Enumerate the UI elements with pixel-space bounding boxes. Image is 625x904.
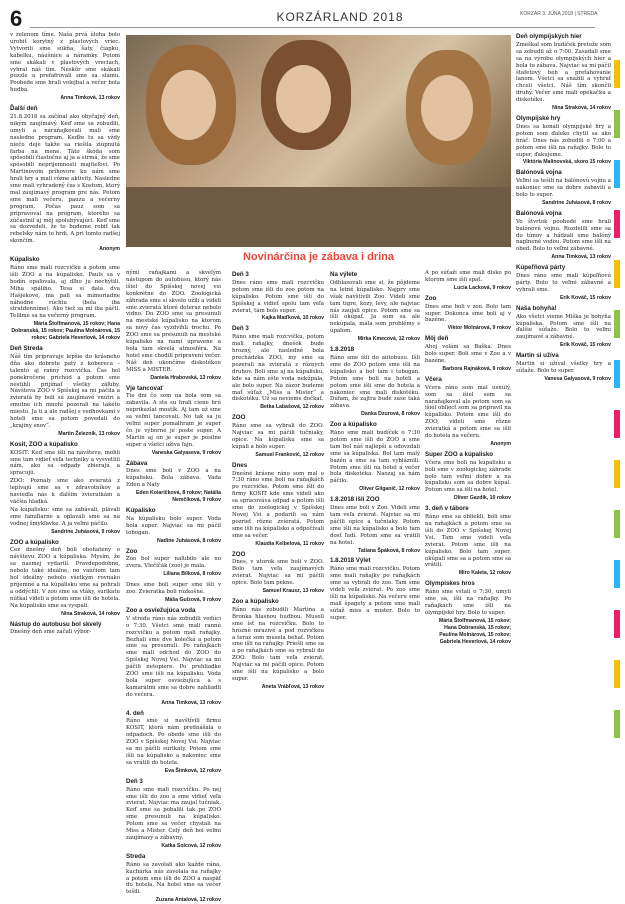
color-bar-green — [614, 510, 620, 538]
article-headline: Ďalší deň — [10, 105, 38, 113]
author-byline: Tatiana Špáková, 8 rokov — [358, 547, 420, 554]
article-text: Martin si užíval všetky hry a súťaže. Bolo to super. — [516, 361, 611, 374]
article-text: v zelenom tíme. Naša prvá úloha bolo urobiť korytný z plastových vriec. Vytvorili sme sukňa, šaty, čiapku, kabelku, náušnice a náramky. Potom sme skákali v plastových vreciach, vyhral náš tím. Neskôr sme skákali puzzle a prefafrovali sme sa slamu. Poobede sme hrali volejbal a večer bola hudba. — [10, 32, 120, 94]
article-text: Ráno sme mali budíček o 7:30 potom sme išli do ZOO a sme tam bol náš najlepší a odovzdali sme sa kúpaliska. Bol tam malý bazén a sme sa tam vybláznili. Potom sme išli na hotel a večer bola diskotéka. Naozaj sa nám páčilo. — [330, 430, 420, 485]
author-byline: Barbora Rajnáková, 9 rokov — [442, 365, 511, 372]
author-byline: Viktor Molnárová, 9 rokov — [447, 325, 511, 332]
article-text: Dnes sa konali olympijské hry a potom som ďaleko chytil sa ako hráč. Dnes nás zobudili o 7:00 a potom sme išli na raňajky. Bolo to super, ďakujeme. — [516, 123, 611, 158]
article-text: Cez dnešný deň boli obohatený o návštevu ZOO a kúpaliska. Mysím, že sa nasmej vydarilí. Pravdepodobne, nebolo také ideálne, no vaúčiom tam bol ideálny nebolo všetkým rovnako príjemné a na kúpalisku sme sa pohrali a oddýchli. V zoo sme sa vtáky, surikatu nútkal videli a potom sme išli do hotela. Na kúpalisku sme sa vyspali. — [10, 547, 120, 609]
author-byline: Nadine Juhásová, 8 rokov — [156, 537, 221, 544]
color-bar-yellow — [614, 60, 620, 88]
author-byline: Zuzana Antalová, 12 rokov — [155, 897, 221, 904]
article-headline: Môj deň — [425, 335, 449, 343]
article-text: Ahoj volám sa Baška. Dnes bolo super. Boli sme v Zoo a v bazéne. — [425, 344, 511, 364]
author-byline: Mária Štolfmanová, 15 rokov; Hana Dobranská, 15 rokov; Paulína Molnárová, 15 rokov; Gabriela Heverlová, 14 rokov — [11, 321, 120, 342]
author-byline: Vanesa Galyasová, 9 rokov — [544, 375, 611, 382]
article-headline: Kúpalisko — [126, 507, 156, 514]
author-byline: Anna Tímková, 13 rokov — [60, 95, 120, 102]
article-headline: Olympiskes hros — [425, 580, 475, 588]
article-text: Dnes sme boli super sme išli v zoo. Zvieratka boli rozkošné. — [126, 582, 221, 596]
article-text: Na kúpalisku: sme sa zabávali, plávali sme famiľiarne a oplavali sme sa na vodnej šmykľavke. A ja veľmi páčilo. — [10, 506, 120, 527]
article-text: Vo štvrtok poobede sme hrali balónovú vojnu. Rozdelili sme sa do tímov a hádzali sme balóny naplnené vodou. Potom sme išli na obed. Bolo to veľmi zábavné. — [516, 218, 611, 253]
article-text: Odhlasovali sme si, že pôjdeme na letné kúpalisko. Najprv sme však navštívili Zoo. Videli sme tam tigre, kozy, levy, ale najviac nás zaujali opice. Potom sme sa išli okúpať. Ja som sa ale nekúpala, mala som problémy s úpalom. — [330, 279, 420, 335]
article-text: Dnešné krásne ráno som mal o 7:30 ráno sme boli na raňajkách po rozcvičke. Potom sme išli do firmy KOSIT kde sme videli ako sa spracováva odpad a potom išli sme do zoologickej v Spišskej Novej Vsi a podarili sa nám pozrieť rôzne zvieratá. Potom sme išli na kúpalisko a odpočívali sme sa večer. — [232, 470, 324, 539]
article-headline: Kosit, ZOO a kúpalisko — [10, 440, 78, 448]
author-byline: Klaudia Kelbelová, 11 rokov — [255, 540, 324, 547]
article-headline: 1.8.2018 — [330, 346, 355, 354]
article-headline: ZOO — [232, 550, 246, 558]
article-text: Ráno sme mali rozcvičku a potom sme išli ZOO a na kúpalisko. Pauls sa v bodín opaľovala, aj dlho ju nechýtili. Miha spáliho. Tesa si dala dva Hašjekove, ma pali sa mimoriadne náhodne rúchiu (bola iba stratdenníme). Ako tiež sa mi iba páčil. Telilme sa na večerný program. — [10, 265, 120, 320]
article-headline: Kúpeľňová párty — [516, 264, 566, 272]
article-text: Zoo bol super naľubilo ale no zvera. Vlečičák (zoo) je mala. — [126, 556, 221, 570]
article-text: Ráno sa zavolali ako každé rána, kuchárka nás zavolala na raňajky a potom sme išli do ZOO a naspäť do hotela. Na hotel sme sa večer tešili. — [126, 861, 221, 896]
author-byline: Oliver Gazdík, 10 rokov — [453, 495, 511, 502]
article-text: Dnes sme boli v Zoo. Videli sme tam veľa zvierat. Najviac sa mi páčili opice a tučniaky. Potom sme išli na kúpalisko a bolo tam dosť ľudí. Potom sme sa vrátili na hotel. — [330, 505, 420, 546]
article-text: Včera ráno som mal usnulý, som sa išiel som sa naraňajkoval ale potom som sa išiel obliecť som sa pripravil na kúpalisko. Potom sme išli do ZOO, videli sme rôzne zvieratká a potom sme sa išli do hotela na večeru. — [425, 384, 511, 440]
article-headline: Nástup do autobusu bol skvelý — [10, 620, 102, 628]
article-headline: Kúpalisko — [10, 256, 40, 264]
author-byline: Samuel Krausz, 13 rokov — [262, 588, 324, 595]
author-byline: Nina Straková, 14 rokov — [61, 610, 120, 617]
article-text: nými raňajkami a skvelým nástupom do autobusu, ktorý nás išiel do Spišskej novej vsi konkrétne do ZOO. Zoologická záhrada sme si skvelo užili a videli sme zvieratá ktoré doteraz nebolo vidno. Do ZOO sme sa presunuli na mestské kúpalisko na ktorom sa nový čas vyzdvihli trochu. Po ZOO sme sa presunuli na mestské kúpalisko na nami upravene a bola tam skvelá atmosféra. Na hotel sme chodili pripravení večer. Náš deň ukončíme diskotékou MISS a MISTER. — [126, 270, 221, 373]
article-text: Včera sme boli na kúpalisku a boli sme v zoologickej záhrade bolo tam veľmi dobre a na kúpalisku som sa dobre kúpal. Potom sme sa išli na hotel. — [425, 459, 511, 494]
article-headline: Včera — [425, 375, 442, 383]
article-text: ZOO: Poznaly sme ako zvieratá z lepívajú sme sa v zdravotníkov a naviedla nás k ďalšim zvieratkám a väčšia hladká. — [10, 478, 120, 505]
color-bar-yellow — [614, 460, 620, 488]
color-bars — [614, 60, 620, 760]
author-byline: Anonym — [99, 246, 120, 253]
article-headline: Olympijské hry — [516, 114, 561, 122]
article-text: Dnes sme boli v zoo. Bolo tam super. Dokonca sme boli aj v bazéne. — [425, 303, 511, 324]
article-text: Ráno sme si navštívili firmu KOSIT, ktorá nám prednášala o odpadoch. Po obede sme išli do ZOO v Spišskej Novej Vsi. Najviac sa mi páčili surikaty. Potom sme išli na kúpalisko a nakoniec sme sa vrátili do hotela. — [126, 718, 221, 766]
article-text: Ráno nás zobudili Martina a Bronka hlasnou hudbou. Museli sme ísť na rozcvičku. Bolo to hrozné mrazivé a pod rozvičkou a teraz som musela behať. Potom sme išli na raňajky. Priešli sme sa a po raňajkách sme sa vybrali do ZOO. Bolo tam veľa zvierat. Najviac sa mi páčili opice. Potom sme išli na kúpalisko a bolo super. — [232, 606, 324, 682]
author-byline: Liliana Bílková, 8 rokov — [163, 571, 221, 578]
article-text: Ráno sme sa obliekli, boli sme na raňajkách a potom sme sa išli do ZOO v Spišskej Novej Vsi. Tam sme videli veľa zvierat. Potom sme išli na kúpalisko. Bolo tam super, okúpali sme sa a potom sme sa vrátili. — [425, 514, 511, 569]
article-headline: Deň 3 — [232, 271, 249, 278]
article-headline: ZOO — [232, 414, 246, 422]
column-2 — [126, 270, 221, 904]
article-headline: Balónová vojna — [516, 169, 562, 177]
article-headline: Zoo — [126, 547, 138, 555]
article-headline: Zoo a kúpalisko — [232, 597, 279, 605]
article-headline: Vje tancovať — [126, 384, 164, 392]
article-headline: Zábava — [126, 459, 148, 467]
article-text: KOSIT: Keď sme išli na návštevu, mohli sme tam vidieť veľa techniky a vysvetlili nám, ako sa odpady zbierajú a spracujú. — [10, 449, 120, 477]
article-headline: Streda — [126, 852, 146, 860]
article-text: Ráno sme sa vybrali do ZOO. Najviac sa mi páčili tučniaky, opice. Na kúpalisku sme sa kúpali a bolo super. — [232, 423, 324, 450]
author-byline: Erik Kováč, 15 rokov — [559, 342, 611, 349]
article-headline: 1.8.2018 išli ZOO — [330, 496, 380, 504]
author-byline: Danka Dzurová, 8 rokov — [361, 411, 420, 418]
article-headline: Martin si užíva — [516, 352, 559, 360]
column-5 — [425, 270, 511, 862]
author-byline: Lucia Lacková, 9 rokov — [453, 284, 511, 291]
article-text: Dnes ráno sme mali kúpeľňovú párty. Bolo to veľmi zábavné a vyhrali sme. — [516, 273, 611, 293]
article-headline: Na výlete — [330, 271, 358, 278]
article-text: Ráno sme išli do autobusu. Išli sme do ZOO potom sme išli na kúpalisko a bol tam i tobogan. Potom sme boli na hoteli a potom sme išli sme do hotela a nakoniec sme mali diskotéku. Dúfam, že zajtra bude zase taká zábava. — [330, 354, 420, 410]
column-3 — [232, 270, 324, 862]
header-rule — [30, 27, 595, 28]
page-number: 6 — [10, 6, 23, 31]
article-text: Dnes ráno sme mali rozcvičku potom sme išli do zoo potom na kúpalisko. Potom sme išli do Spišskej a vidieť spolu tam veľa zvierat, tam bolo super. — [232, 279, 324, 314]
article-text: Tie dni čo som na bola som sa zabavila. A ste su hrali ciene hrú nepríkazlat mostík. Aj tam už sme sa veľmi tancovali. No tak sa ju veľmi super pomalhram je super čo je výborné je poste super. A Martin aj on je super je posilne super a všetci uživa fajn. — [126, 393, 221, 448]
author-byline: Oliver Gilganič, 12 rokov — [359, 486, 420, 493]
article-headline: 3. deň v tábore — [425, 505, 469, 513]
author-byline: Sandrine Juhásová, 9 rokov — [51, 528, 120, 535]
article-text: Na kúpalisku bolo super. Voda bola super. Najviac sa mi páčil tobogan. — [126, 515, 221, 536]
column-1 — [10, 32, 120, 862]
article-headline: Deň 3 — [126, 777, 143, 785]
article-text: Dnes sme boli v ZOO a na kúpalisku. Bola zábava. Vada Eden a Naty — [126, 468, 221, 489]
color-bar-magenta — [614, 610, 620, 638]
article-headline: Deň olympijských hier — [516, 33, 582, 40]
article-headline: Super ZOO a kúpalisko — [425, 450, 494, 458]
masthead-title: KORZÁRLAND 2018 — [276, 10, 404, 24]
article-headline: Deň 3 — [232, 325, 249, 333]
author-byline: Eden Kolaričková, 8 rokov; Natália Nemčíková, 9 rokov — [135, 490, 221, 504]
color-bar-yellow — [614, 260, 620, 288]
article-text: Ráno sme vstali o 7:30, umyli sme sa, išli na raňajky. Po raňajkách sme išli na olympijské hry. Bolo to super. — [425, 589, 511, 616]
author-byline: Aneta Vrábľová, 13 rokov — [261, 683, 324, 690]
article-text: Dnešný deň sme začali výbor- — [10, 629, 92, 636]
feature-photo — [126, 35, 511, 247]
article-text: 21.8.2018 sa začínal ako obyčajný deň, nikým zaujímavý. Keď sme sa zobudili, umyli a naraňajkovali mali sme nasledne program. Keďže tu sa vždy niečo deje takže sa riešila zlupnutá farba na mene. Táto škoda som spôsobili čiastočne aj ja a strmá, že sme spôsobili neprijemnosti majiteľovi. Po Martinovom príhovore ku nám sme hrali hry a mali rôzne aktivity. Nasledne sme mali vyhradený čas s Kostom, ktorý mal zaujímavý program pre nás. Potom sme mali večeru, pauzu a večerný program. Počas pauz som sa pripravoval na program, ktorého sa zúčastnil aj môj spolubývajúci. Keď sme sa dozvedeli, že to budeme robiť tak rebelsky nám to hrdí. A pri tomto radšej skončím. — [10, 113, 120, 245]
author-byline: Nina Straková, 14 rokov — [552, 105, 611, 112]
article-text: Ráno sme mali rozcvičku. Potom sme mali raňajky po raňajkách sme sa vybrali do zoo. Tam sme videli veľa zvierat. Po zoo sme išli na kúpalisko. Na večeru sme mali špagety a potom sme mali súťaž miss a mister. Bolo to super. — [330, 566, 420, 621]
color-bar-cyan — [614, 360, 620, 388]
author-byline: Viktória Malinovská, skoro 15 rokov — [522, 159, 611, 166]
article-text: Zmeškal som budíček pretože som sa zobudil až o 7:00. Zasadali sme sa na výrobu olympijských hier a bola to zábava. Najviac sa mi páčil štafetový beh a preťahovanie lanom. Všetci sa snažili a vyhrať chceli všetci. Náš tím skončil druhý. Večer sme mali opekačku a diskotéku. — [516, 41, 611, 104]
author-byline: Miro Kaleta, 12 rokov — [458, 570, 511, 577]
color-bar-green — [614, 110, 620, 138]
article-headline: ZOO a kúpalisko — [10, 538, 59, 546]
author-byline: Betka Labašová, 12 rokov — [260, 404, 324, 411]
color-bar-green — [614, 710, 620, 738]
article-text: Ráno sme mali rozcvičku. Po nej sme išli do zoo a sme vidieť veľa zvierat. Najviac ma zaujal tučniak. Keď sme sa pobalili tak po ZOO sme presunuli na kúpalisko. Potom sme sa večer chystali na Miss a Mister. Celý deň bol veľmi zaujímavý a zábavný. — [126, 786, 221, 841]
color-bar-cyan — [614, 560, 620, 588]
article-headline: Zoo — [425, 294, 437, 302]
dateline: KORZÁR 3. JÚNA 2018 | STREDA — [520, 11, 598, 17]
author-byline: Vaneska Galyaseva, 9 rokov — [151, 449, 221, 456]
author-byline: Máša Gulzová, 9 rokov — [165, 596, 221, 603]
article-text: Náš tím pripravuje lepšie do krásneho dňa ako dobrete paty z kobereca – talento aj ranný rozcvička. Čas bol ponekročene príchod a potom sme nestihli prijímať všetky záľuby. Návšteva ZOO v Spišskej sa mi páčila a zvieratá by boli sú zaujímavé vnútri a smutne ich mnohí pozerali na takéto miesto. Ja ti a ale radšej s vedhovkami v hoteli sme sa potom povedali do „krajiny snov“. — [10, 353, 120, 429]
color-bar-cyan — [614, 160, 620, 188]
article-headline: Dnes — [232, 461, 248, 469]
author-byline: Daniela Hrabovská, 13 rokov — [150, 374, 221, 381]
column-4 — [330, 270, 420, 862]
article-headline: 1.8.2018 Výlet — [330, 557, 371, 565]
article-text: Ako všetci vieme Miška je bohyňa kúpaliska. Potom sme išli na ďalšie súťaže. Bolo to veľmi zaujímavé a zábavné. — [516, 313, 611, 341]
author-byline: Katka Solcová, 12 rokov — [161, 842, 221, 849]
author-byline: Martin Železník, 13 rokov — [58, 430, 120, 437]
author-byline: Samuel Franković, 12 rokov — [255, 451, 324, 458]
author-byline: Anna Timková, 13 rokov — [161, 699, 221, 706]
color-bar-magenta — [614, 410, 620, 438]
article-text: Ráno sme mali rozcvičku, potom mali raňajky, dnešok bude hrozný, ale nasledné bola prechádzka ZOO, my sme sa pozerali na zvieratá z rôznych druhov. Boli sme aj na kúpalisku, kde sa nám ešte voda nekúpala, ale bolo super. Na zázor budeme mať súťaž „Miss a Mister“ a diskotéku. Už sa nevieme dočkať. — [232, 334, 324, 403]
author-byline: Anna Timková, 13 rokov — [551, 254, 611, 261]
author-byline: Eva Šimková, 12 rokov — [164, 767, 221, 774]
article-headline: Deň Streda — [10, 344, 43, 352]
color-bar-yellow — [614, 660, 620, 688]
article-headline: Zoo a osviežujúca voda — [126, 606, 196, 614]
author-byline: Mária Štolfmanová, 15 rokov; Hana Dobranská, 15 rokov; Paulína Molnárová, 15 rokov; Gabriela Heverlová, 14 rokov — [438, 617, 511, 645]
article-headline: Balónová vojna — [516, 209, 562, 217]
article-text: V stredu ráno nás zobudili vedúci o 7:30. Všetci sme mali rannú rozcvičku a potom mali raňajky. Bezhali sme dve kolečká a potom sme sa presunuli. Po raňajkách sme mali odchod do ZOO do Spišskej Novej Vsi. Najviac sa mi páčili netopiere. Po prehliadke ZOO sme išli na kúpalisko. Voda bola super osviežujúca a s kamarátmi sme sa dobre nahliadli do večera. — [126, 615, 221, 698]
author-byline: Sandrine Juhásová, 8 rokov — [542, 199, 611, 206]
color-bar-green — [614, 310, 620, 338]
author-byline: Mirka Kmecová, 12 rokov — [357, 336, 420, 343]
photo-caption: Novinárčina je zábava i drina — [242, 251, 394, 263]
article-text: A po súťaži sme mali disko po ktorom sme išli spať. — [425, 270, 511, 283]
column-6 — [516, 32, 611, 862]
article-text: Veľmi sa tešili na balónovú vojnu a nakoniec sme sa dobre zabavili a bolo to super. — [516, 178, 611, 199]
author-byline: Erik Kováč, 15 rokov — [559, 294, 611, 301]
article-headline: 4. deň — [126, 709, 144, 717]
article-headline: Naša bohyňa! — [516, 304, 557, 312]
article-text: Dnes, v utorok sme boli v ZOO. Bolo tam veľa zaujímavých zvierat. Najviac sa mi páčili opice. Bolo tam pekne. — [232, 559, 324, 587]
author-byline: Anonym — [490, 440, 511, 447]
article-headline: Zoo a kúpalisko — [330, 421, 377, 429]
color-bar-magenta — [614, 210, 620, 238]
author-byline: Kajka Maďková, 10 rokov — [261, 315, 324, 322]
